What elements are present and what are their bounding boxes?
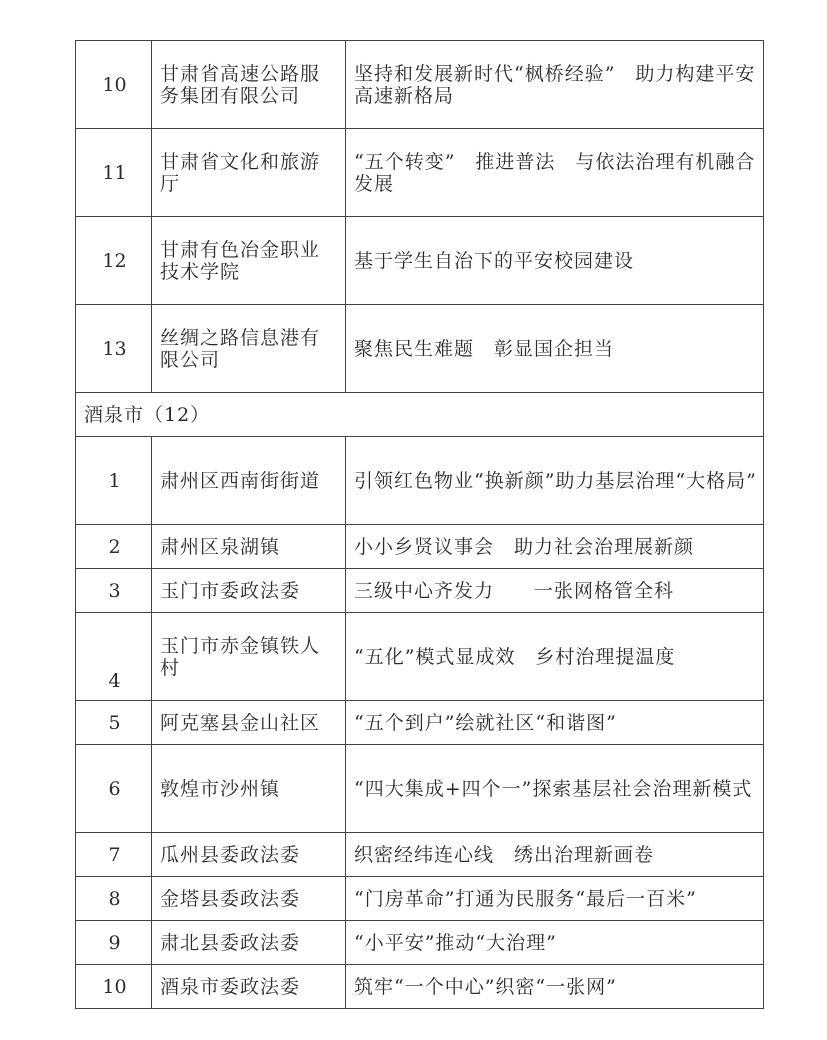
row-number: 7 — [76, 833, 152, 877]
row-number: 5 — [76, 701, 152, 745]
org-name: 甘肃省文化和旅游厅 — [152, 129, 346, 217]
org-name: 玉门市赤金镇铁人村 — [152, 613, 346, 701]
project-title: “门房革命”打通为民服务“最后一百米” — [346, 877, 764, 921]
project-title: 基于学生自治下的平安校园建设 — [346, 217, 764, 305]
table-row — [76, 129, 764, 217]
org-name: 敦煌市沙州镇 — [152, 745, 346, 833]
table-row — [76, 965, 764, 1009]
project-title: 三级中心齐发力 一张网格管全科 — [346, 569, 764, 613]
table-row — [76, 877, 764, 921]
section-row — [76, 393, 764, 437]
project-title: 坚持和发展新时代“枫桥经验” 助力构建平安高速新格局 — [346, 41, 764, 129]
table-row — [76, 569, 764, 613]
org-name: 甘肃省高速公路服务集团有限公司 — [152, 41, 346, 129]
project-title: 聚焦民生难题 彰显国企担当 — [346, 305, 764, 393]
row-number: 10 — [76, 41, 152, 129]
project-title: “五化”模式显成效 乡村治理提温度 — [346, 613, 764, 701]
org-name: 肃北县委政法委 — [152, 921, 346, 965]
project-title: 织密经纬连心线 绣出治理新画卷 — [346, 833, 764, 877]
row-number: 4 — [76, 613, 152, 701]
award-list-table — [75, 40, 764, 1009]
table-row — [76, 41, 764, 129]
org-name: 酒泉市委政法委 — [152, 965, 346, 1009]
project-title: “小平安”推动“大治理” — [346, 921, 764, 965]
project-title: 引领红色物业“换新颜”助力基层治理“大格局” — [346, 437, 764, 525]
table-row — [76, 217, 764, 305]
row-number: 3 — [76, 569, 152, 613]
row-number: 10 — [76, 965, 152, 1009]
org-name: 阿克塞县金山社区 — [152, 701, 346, 745]
org-name: 丝绸之路信息港有限公司 — [152, 305, 346, 393]
row-number: 1 — [76, 437, 152, 525]
table-row — [76, 305, 764, 393]
row-number: 2 — [76, 525, 152, 569]
project-title: “五个转变” 推进普法 与依法治理有机融合发展 — [346, 129, 764, 217]
table-row — [76, 437, 764, 525]
row-number: 6 — [76, 745, 152, 833]
section-heading: 酒泉市（12） — [76, 393, 764, 437]
org-name: 肃州区西南街街道 — [152, 437, 346, 525]
row-number: 13 — [76, 305, 152, 393]
org-name: 瓜州县委政法委 — [152, 833, 346, 877]
row-number: 9 — [76, 921, 152, 965]
org-name: 玉门市委政法委 — [152, 569, 346, 613]
org-name: 金塔县委政法委 — [152, 877, 346, 921]
project-title: “四大集成+四个一”探索基层社会治理新模式 — [346, 745, 764, 833]
table-row — [76, 833, 764, 877]
org-name: 肃州区泉湖镇 — [152, 525, 346, 569]
org-name: 甘肃有色冶金职业技术学院 — [152, 217, 346, 305]
row-number: 12 — [76, 217, 152, 305]
project-title: 小小乡贤议事会 助力社会治理展新颜 — [346, 525, 764, 569]
table-row — [76, 745, 764, 833]
table-row — [76, 525, 764, 569]
row-number: 8 — [76, 877, 152, 921]
row-number: 11 — [76, 129, 152, 217]
table-row — [76, 921, 764, 965]
project-title: “五个到户”绘就社区“和谐图” — [346, 701, 764, 745]
table-row — [76, 701, 764, 745]
table-row — [76, 613, 764, 701]
project-title: 筑牢“一个中心”织密“一张网” — [346, 965, 764, 1009]
